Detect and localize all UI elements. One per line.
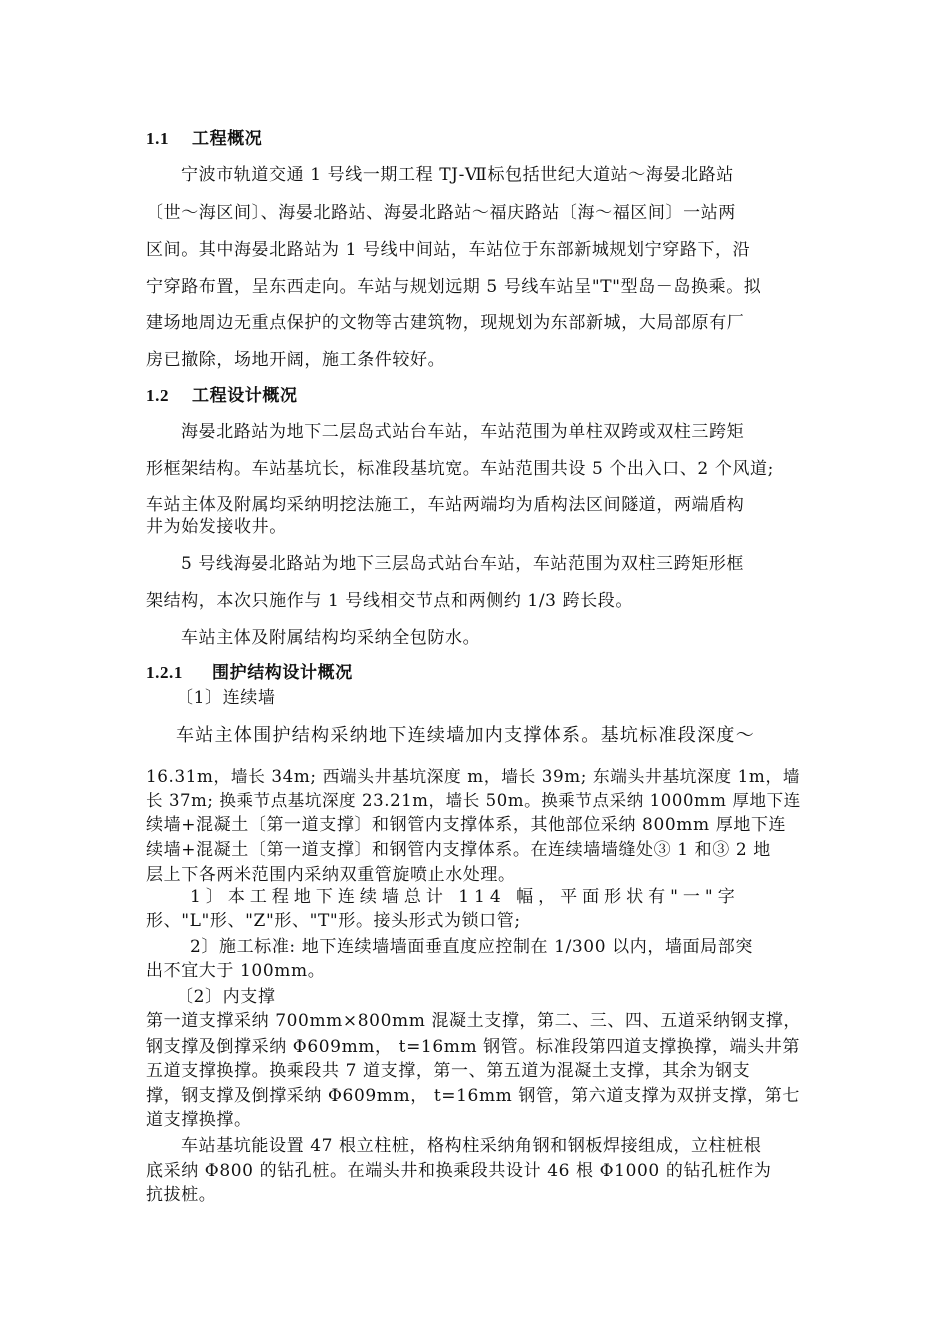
heading-title: 围护结构设计概况 <box>212 663 353 683</box>
heading-1-2 <box>146 386 298 406</box>
text-line: 车站主体围护结构采纳地下连续墙加内支撑体系。基坑标准段深度～ <box>176 725 755 746</box>
text-line: 架结构，本次只施作与 1 号线相交节点和两侧约 1/3 跨长段。 <box>146 591 633 611</box>
text-line: 车站主体及附属结构均采纳全包防水。 <box>181 628 481 648</box>
heading-number: 1.2 <box>146 386 170 405</box>
heading-1-1 <box>146 129 262 149</box>
text-line: 底采纳 Φ800 的钻孔桩。在端头井和换乘段共设计 46 根 Φ1000 的钻孔桩作为 <box>146 1161 772 1181</box>
text-line: 抗拔桩。 <box>146 1185 217 1205</box>
text-line: 道支撑换撑。 <box>146 1110 252 1130</box>
text-line: 宁波市轨道交通 1 号线一期工程 TJ-Ⅶ标包括世纪大道站～海晏北路站 <box>181 165 734 185</box>
heading-title: 工程设计概况 <box>192 386 298 406</box>
text-line: 续墙+混凝土〔第一道支撑〕和钢管内支撑体系，其他部位采纳 800mm 厚地下连 <box>146 815 787 835</box>
text-line: 第一道支撑采纳 700mm×800mm 混凝土支撑，第二、三、四、五道采纳钢支撑， <box>146 1011 802 1031</box>
text-line: 长 37m; 换乘节点基坑深度 23.21m，墙长 50m。换乘节点采纳 1000mm 厚地下连 <box>146 791 801 810</box>
text-line: 房已撤除，场地开阔，施工条件较好。 <box>146 350 446 370</box>
heading-1-2-1 <box>146 663 353 683</box>
text-line: 〔世～海区间〕、海晏北路站、海晏北路站～福庆路站〔海～福区间〕一站两 <box>146 203 736 223</box>
subheading-inner-brace: 〔2〕内支撑 <box>176 987 276 1007</box>
text-line: 形框架结构。车站基坑长，标准段基坑宽。车站范围共设 5 个出入口、2 个风道; <box>146 459 774 479</box>
text-line: 续墙+混凝土〔第一道支撑〕和钢管内支撑体系。在连续墙墙缝处③ 1 和③ 2 地 <box>146 840 771 860</box>
text-line: 形、"L"形、"Z"形、"T"形。接头形式为锁口管; <box>146 911 521 931</box>
text-line: 海晏北路站为地下二层岛式站台车站，车站范围为单柱双跨或双柱三跨矩 <box>181 422 745 442</box>
list-item: 2〕施工标准: 地下连续墙墙面垂直度应控制在 1/300 以内，墙面局部突 <box>190 937 753 957</box>
text-line: 五道支撑换撑。换乘段共 7 道支撑，第一、第五道为混凝土支撑，其余为钢支 <box>146 1061 751 1081</box>
text-line: 井为始发接收井。 <box>146 517 287 537</box>
subheading-continuous-wall: 〔1〕连续墙 <box>176 688 276 708</box>
heading-title: 工程概况 <box>192 129 263 149</box>
text-line: 区间。其中海晏北路站为 1 号线中间站，车站位于东部新城规划宁穿路下，沿 <box>146 240 751 260</box>
text-line: 车站基坑能设置 47 根立柱桩，格构柱采纳角钢和钢板焊接组成，立柱桩根 <box>181 1136 762 1156</box>
text-line: 16.31m，墙长 34m; 西端头井基坑深度 m，墙长 39m; 东端头井基坑深度 1m，墙 <box>146 766 801 786</box>
text-line: 建场地周边无重点保护的文物等古建筑物，现规划为东部新城，大局部原有厂 <box>146 313 745 333</box>
text-line: 出不宜大于 100mm。 <box>146 961 326 981</box>
text-line: 钢支撑及倒撑采纳 Φ609mm， t=16mm 钢管。标准段第四道支撑换撑，端头井第 <box>146 1037 800 1057</box>
text-line: 撑，钢支撑及倒撑采纳 Φ609mm， t=16mm 钢管，第六道支撑为双拼支撑，第七 <box>146 1086 800 1106</box>
heading-number: 1.2.1 <box>146 663 183 682</box>
text-line: 车站主体及附属均采纳明挖法施工，车站两端均为盾构法区间隧道，两端盾构 <box>146 495 745 515</box>
text-line: 5 号线海晏北路站为地下三层岛式站台车站，车站范围为双柱三跨矩形框 <box>181 554 745 574</box>
heading-number: 1.1 <box>146 129 170 148</box>
list-item: 1〕本工程地下连续墙总计 114 幅，平面形状有"一"字 <box>190 887 740 907</box>
text-line: 宁穿路布置，呈东西走向。车站与规划远期 5 号线车站呈"T"型岛－岛换乘。拟 <box>146 277 762 297</box>
text-line: 层上下各两米范围内采纳双重管旋喷止水处理。 <box>146 865 516 885</box>
